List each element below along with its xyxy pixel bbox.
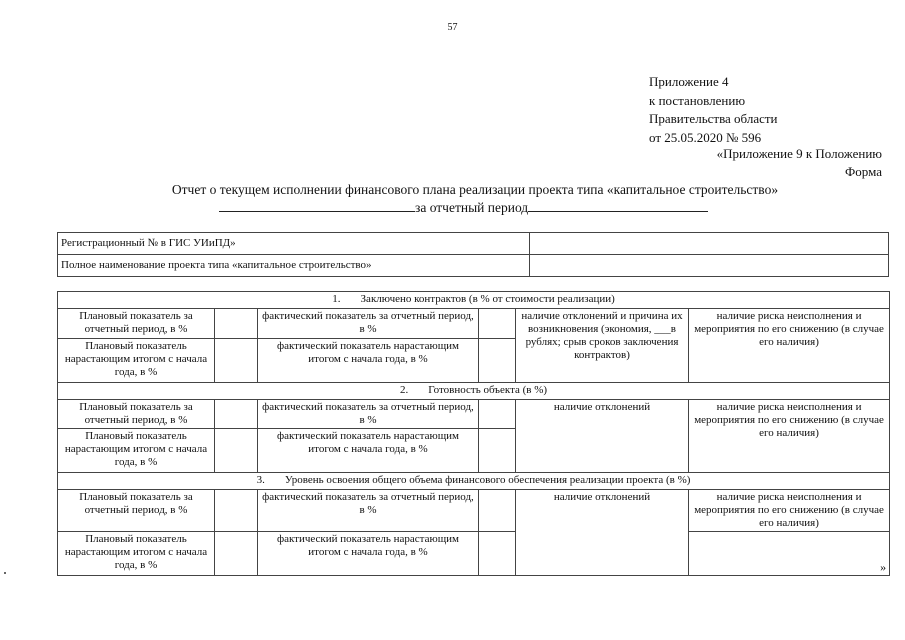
table-row	[58, 233, 889, 255]
deviation-label: наличие отклонений и причина их возникновения (экономия, ___в рублях; срыв сроков заключения контрактов)	[516, 309, 689, 383]
plan-cumulative-value	[215, 429, 258, 473]
report-period	[219, 199, 708, 216]
plan-period-label: Плановый показатель за отчетный период, в %	[58, 309, 215, 339]
plan-period-value	[215, 400, 258, 429]
plan-period-label: Плановый показатель за отчетный период, в %	[58, 400, 215, 429]
appendix-line: Правительства области	[649, 111, 778, 126]
fact-cumulative-label: фактический показатель нарастающим итогом с начала года, в %	[258, 429, 479, 473]
section-title	[58, 473, 890, 490]
table-row	[58, 255, 889, 277]
section-header	[58, 473, 890, 490]
fact-cumulative-value	[479, 339, 516, 383]
reg-number-value	[530, 233, 889, 255]
fact-period-value	[479, 309, 516, 339]
section-title	[58, 292, 890, 309]
deviation-label: наличие отклонений	[516, 490, 689, 576]
section-number: 1.	[332, 293, 341, 305]
fact-cumulative-label: фактический показатель нарастающим итогом с начала года, в %	[258, 532, 479, 576]
form-label: Форма	[845, 164, 882, 179]
table-row	[58, 309, 890, 339]
indicators-table	[57, 291, 890, 576]
table-row	[58, 532, 890, 576]
fact-period-value	[479, 400, 516, 429]
registry-table	[57, 232, 889, 277]
section-number: 3.	[256, 474, 265, 486]
full-name-value	[530, 255, 889, 277]
fact-period-label: фактический показатель за отчетный период, в %	[258, 490, 479, 532]
plan-cumulative-value	[215, 339, 258, 383]
plan-cumulative-value	[215, 532, 258, 576]
plan-period-label: Плановый показатель за отчетный период, в %	[58, 490, 215, 532]
appendix-line: Приложение 4	[649, 74, 729, 89]
page-number: 57	[447, 22, 458, 33]
fact-period-label: фактический показатель за отчетный период, в %	[258, 309, 479, 339]
plan-cumulative-label: Плановый показатель нарастающим итогом с начала года, в %	[58, 532, 215, 576]
section-label: Заключено контрактов (в % от стоимости реализации)	[360, 293, 615, 305]
section-header	[58, 292, 890, 309]
scan-mark	[4, 572, 6, 574]
plan-cumulative-label: Плановый показатель нарастающим итогом с начала года, в %	[58, 429, 215, 473]
closing-quote: »	[689, 532, 890, 576]
deviation-label: наличие отклонений	[516, 400, 689, 473]
appendix-reference: «Приложение 9 к Положению	[716, 146, 882, 161]
risk-label: наличие риска неисполнения и мероприятия по его снижению (в случае его наличия)	[689, 400, 890, 473]
risk-label: наличие риска неисполнения и мероприятия по его снижению (в случае его наличия)	[689, 490, 890, 532]
section-label: Готовность объекта (в %)	[428, 384, 548, 396]
report-title: Отчет о текущем исполнении финансового плана реализации проекта типа «капитальное строительство»	[171, 182, 779, 197]
plan-period-value	[215, 490, 258, 532]
reg-number-label: Регистрационный № в ГИС УИиПД»	[58, 233, 530, 255]
appendix-line: к постановлению	[649, 92, 746, 108]
period-label: за отчетный период	[415, 200, 529, 215]
fact-period-value	[479, 490, 516, 532]
fact-period-label: фактический показатель за отчетный период, в %	[258, 400, 479, 429]
table-row	[58, 400, 890, 429]
section-label: Уровень освоения общего объема финансового обеспечения реализации проекта (в %)	[284, 474, 691, 486]
section-number: 2.	[400, 384, 409, 396]
blank-line	[219, 199, 415, 212]
section-header	[58, 383, 890, 400]
fact-cumulative-value	[479, 429, 516, 473]
risk-label: наличие риска неисполнения и мероприятия по его снижению (в случае его наличия)	[689, 309, 890, 383]
full-name-label: Полное наименование проекта типа «капитальное строительство»	[58, 255, 530, 277]
appendix-line: от 25.05.2020 № 596	[649, 129, 762, 145]
plan-cumulative-label: Плановый показатель нарастающим итогом с начала года, в %	[58, 339, 215, 383]
fact-cumulative-value	[479, 532, 516, 576]
blank-line	[528, 199, 708, 212]
table-row	[58, 490, 890, 532]
fact-cumulative-label: фактический показатель нарастающим итогом с начала года, в %	[258, 339, 479, 383]
plan-period-value	[215, 309, 258, 339]
appendix-header	[649, 73, 778, 147]
section-title	[58, 383, 890, 400]
